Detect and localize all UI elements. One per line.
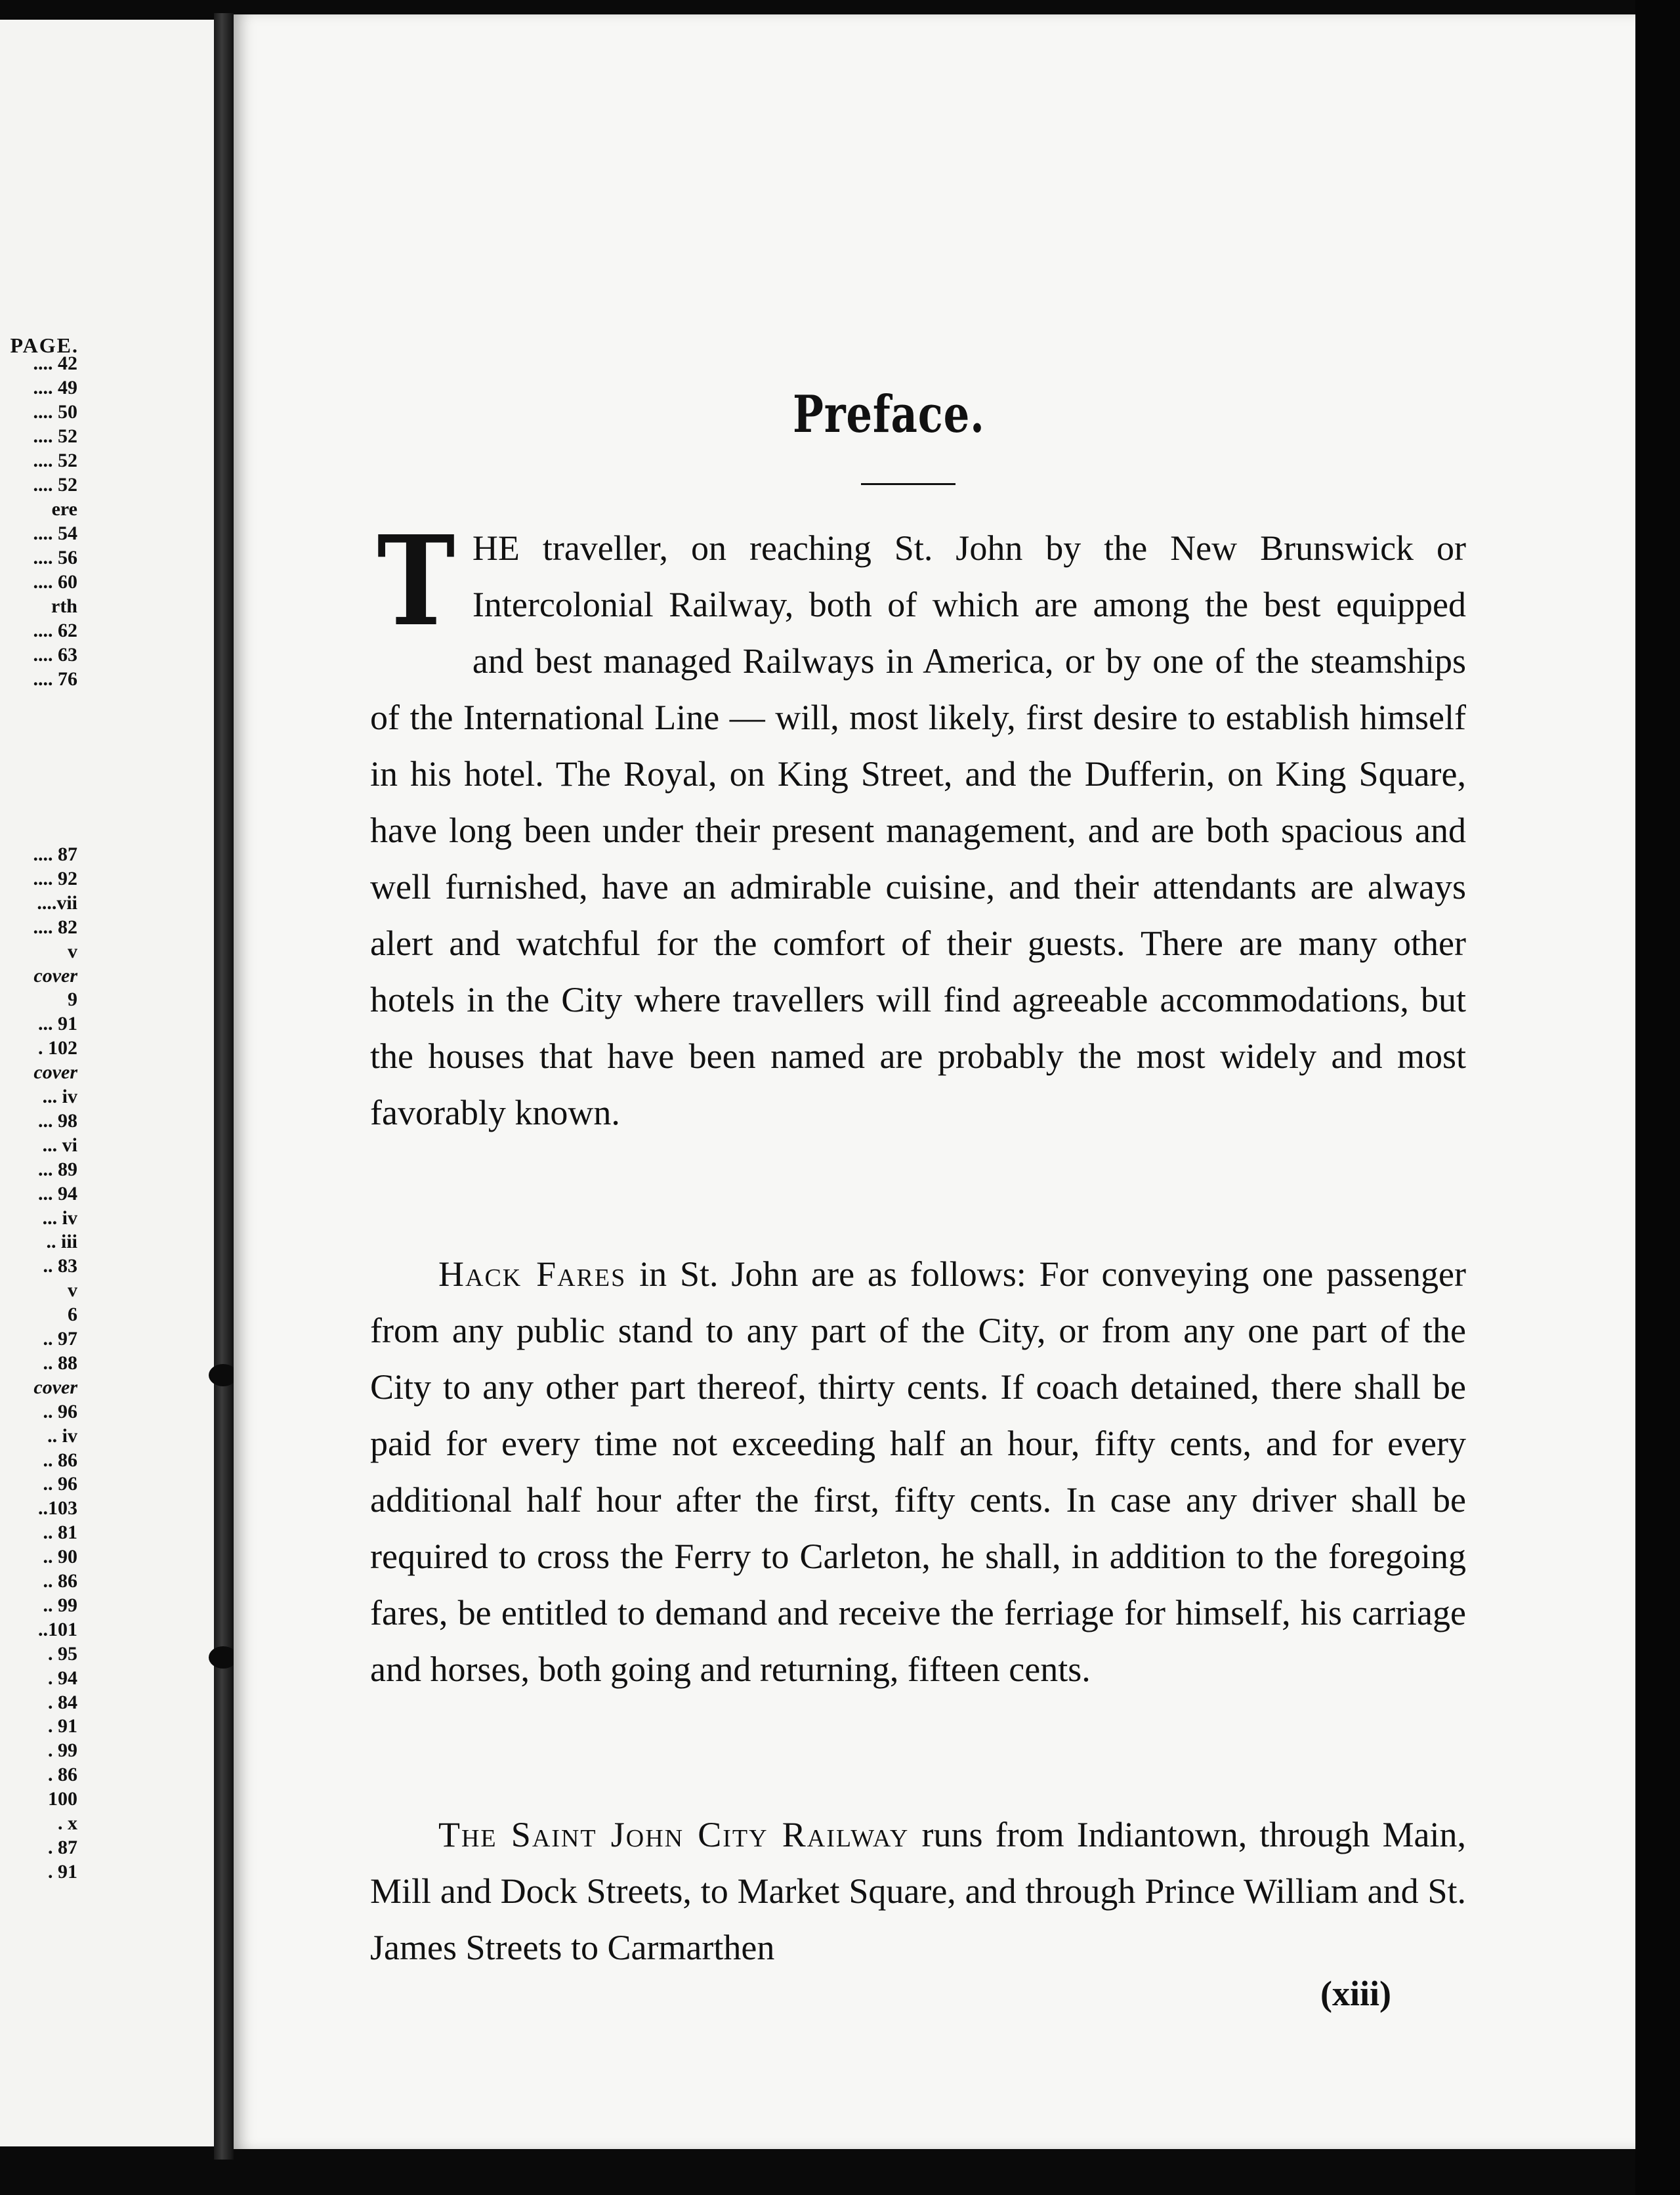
index-entry: . 91 (48, 1715, 77, 1737)
index-entry: ..101 (38, 1618, 77, 1640)
index-entry: .... 49 (33, 377, 77, 398)
index-entry: .... 76 (33, 668, 77, 690)
index-entry: . 94 (48, 1667, 77, 1689)
index-entry: .... 60 (33, 571, 77, 593)
index-entry: v (68, 940, 77, 962)
index-entry: cover (33, 1376, 77, 1398)
index-entry: cover (33, 964, 77, 987)
drop-cap: T (377, 509, 455, 654)
index-entry: rth (51, 595, 77, 617)
index-entry: ... 94 (38, 1182, 77, 1204)
book-gutter (214, 13, 234, 2160)
index-entry: .. 88 (43, 1352, 77, 1374)
index-entry: .. 86 (43, 1570, 77, 1592)
index-entry: . 91 (48, 1860, 77, 1883)
index-entry: .. 81 (43, 1522, 77, 1544)
index-entry: .... 82 (33, 916, 77, 938)
index-entry: ... 98 (38, 1109, 77, 1132)
paragraph-hotels (370, 509, 1466, 1141)
index-entry: .... 87 (33, 843, 77, 865)
paragraph-lead-hack-fares: Hack Fares (438, 1254, 627, 1294)
index-entry: .... 52 (33, 474, 77, 496)
page-number: (xiii) (1320, 1974, 1391, 2013)
index-entry: ... iv (42, 1206, 77, 1229)
paragraph-hotels-text: HE traveller, on reaching St. John by the New Brunswick or Intercolonial Railway, both of which are among the best equipped and best managed Railways in America, or by one of the steamships of the International Line — will, most likely, first desire to establish himself in his hotel. The Royal, on King Street, and the Dufferin, on King Square, have long been under their present management, and are both spacious and well furnished, have an admirable cuisine, and their attendants are always alert and watchful for the comfort of their guests. There are many other hotels in the City where travellers will find agreeable accommodations, but the houses that have been named are probably the most widely and most favorably known. (370, 528, 1466, 1132)
index-entry: .... 50 (33, 401, 77, 423)
index-entry: .. 90 (43, 1546, 77, 1568)
index-entry: .. iii (46, 1231, 77, 1253)
index-entry: . 102 (38, 1037, 77, 1059)
index-page-header: PAGE. (10, 333, 79, 357)
index-entry: ....vii (37, 891, 77, 914)
paragraph-hack-fares (370, 1246, 1466, 1697)
index-entry: . 84 (48, 1691, 77, 1713)
paragraph-city-railway-text: runs from Indiantown, through Main, Mill and Dock Streets, to Market Square, and through Prince William and St. James Streets to Carmarthen (370, 1815, 1466, 1967)
index-entry: . 86 (48, 1764, 77, 1786)
index-entry: .... 52 (33, 425, 77, 447)
index-entry: .. 97 (43, 1328, 77, 1350)
index-entry: cover (33, 1061, 77, 1084)
index-entry: .... 62 (33, 620, 77, 641)
index-entry: .. 99 (43, 1594, 77, 1616)
index-entry: . 95 (48, 1642, 77, 1665)
index-entry: .. 86 (43, 1449, 77, 1471)
index-entry: .. 83 (43, 1255, 77, 1277)
index-entry: 6 (68, 1304, 77, 1326)
paragraph-city-railway (370, 1806, 1466, 1976)
index-entry: ... 89 (38, 1158, 77, 1180)
index-entry: 100 (48, 1788, 77, 1810)
index-entry: .... 52 (33, 450, 77, 471)
index-entry: .. iv (47, 1424, 77, 1447)
index-entry: .... 63 (33, 644, 77, 666)
index-entry: . x (58, 1812, 77, 1834)
title-divider (861, 483, 956, 485)
index-entry: ... 91 (38, 1013, 77, 1035)
page-title: Preface. (793, 385, 985, 444)
index-entry: 9 (68, 989, 77, 1011)
paragraph-lead-city-railway: The Saint John City Railway (438, 1815, 910, 1854)
index-entry: ... iv (42, 1086, 77, 1107)
index-entry: v (68, 1279, 77, 1302)
paragraph-hack-fares-text: in St. John are as follows: For conveying one passenger from any public stand to any part of the City, or from any one part of the City to any other part thereof, thirty cents. If coach detained, there shall be paid for every time not exceeding half an hour, fifty cents, and for every additional half hour after the first, fifty cents. In case any driver shall be required to cross the Ferry to Carleton, he shall, in addition to the foregoing fares, be entitled to demand and receive the ferriage for himself, his carriage and horses, both going and returning, fifteen cents. (370, 1254, 1466, 1689)
index-entry: .... 42 (33, 352, 77, 374)
index-entry: ... vi (42, 1134, 77, 1156)
index-entry: . 99 (48, 1739, 77, 1762)
index-entry: .... 56 (33, 547, 77, 568)
index-entry: ..103 (38, 1497, 77, 1520)
index-entry: . 87 (48, 1836, 77, 1858)
index-entry: ere (51, 498, 77, 520)
index-entry: .. 96 (43, 1400, 77, 1422)
page-edge-shadow (1635, 0, 1680, 2195)
index-entry: .... 92 (33, 867, 77, 889)
left-page (0, 20, 214, 2146)
index-entry: .. 96 (43, 1473, 77, 1495)
index-entry: .... 54 (33, 522, 77, 544)
